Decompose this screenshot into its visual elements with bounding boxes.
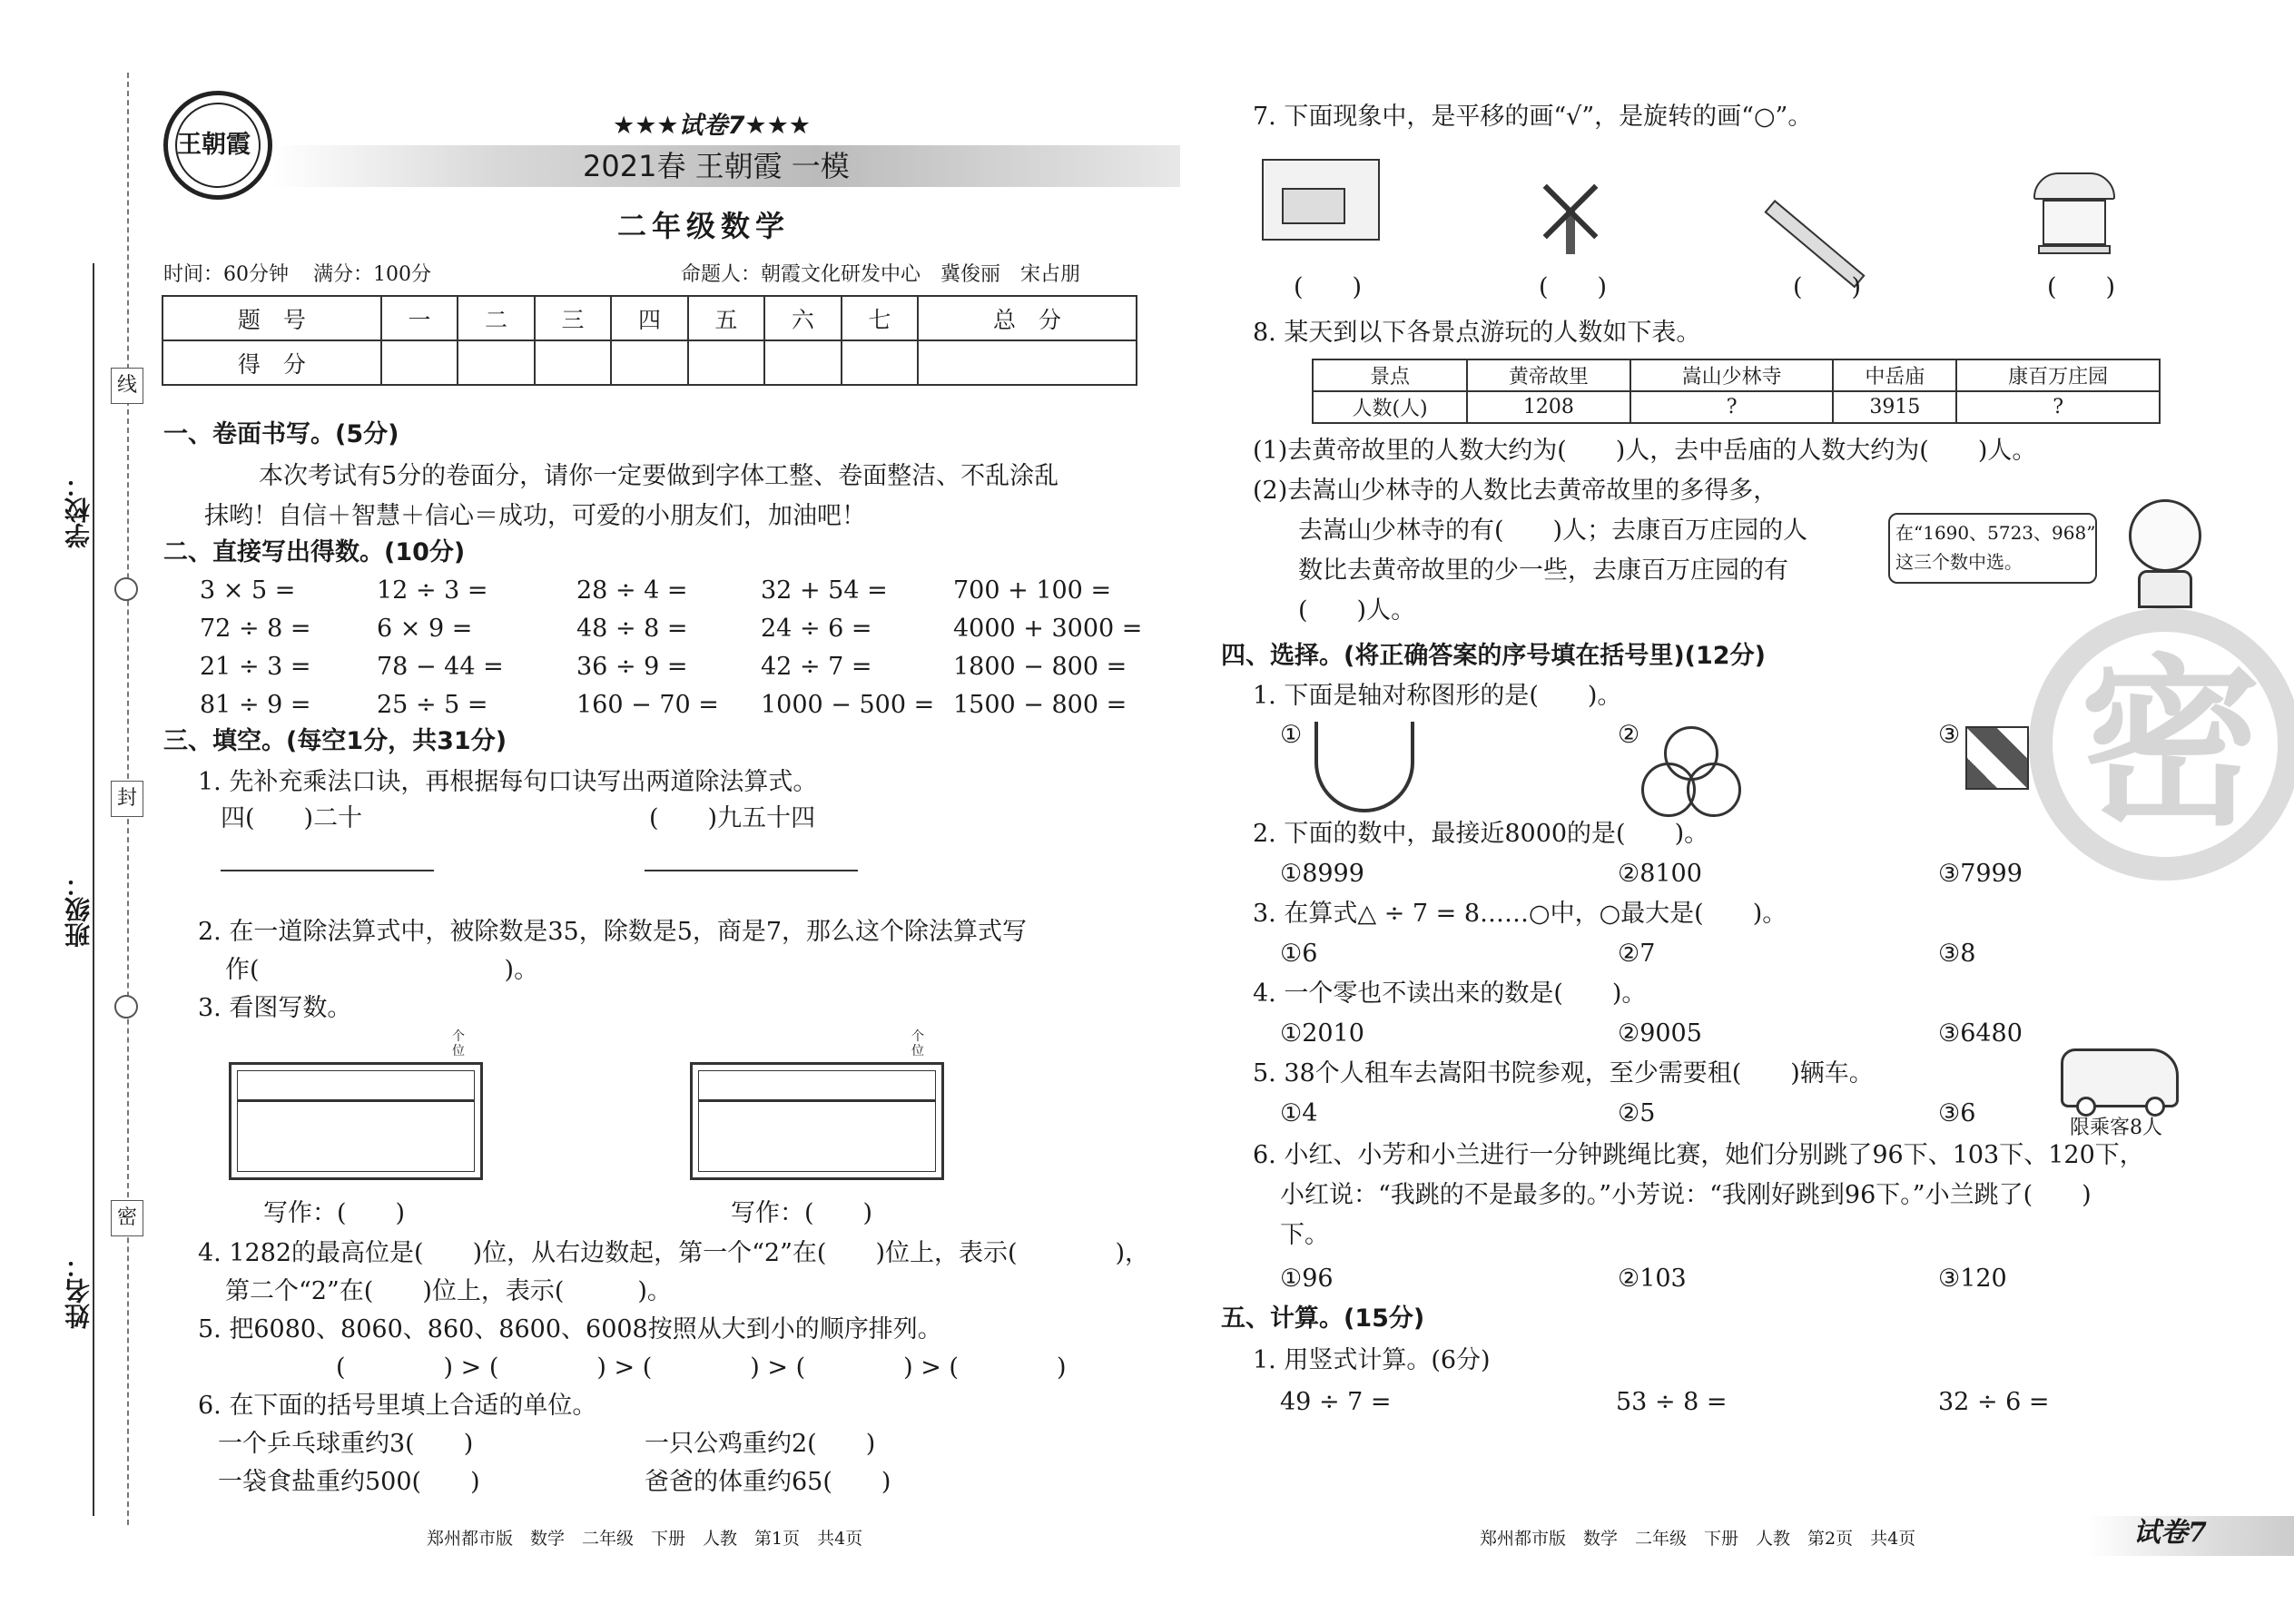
c5-opt1: ①4 — [1280, 1099, 1318, 1127]
seal-mark-seal: 封 — [111, 781, 143, 817]
footer-tag: 试卷7 — [2133, 1517, 2207, 1549]
boy-icon — [2115, 499, 2215, 608]
logo: 王朝霞 — [163, 91, 272, 200]
class-label: 班级： — [64, 871, 94, 948]
ones-place-label: 个 位 — [911, 1029, 924, 1058]
q7-answer[interactable]: ( ) — [1294, 273, 1363, 301]
c2-opt1: ①8999 — [1280, 860, 1364, 888]
ones-place-label: 个 位 — [452, 1029, 465, 1058]
school-field[interactable] — [91, 263, 93, 463]
c4: 4. 一个零也不读出来的数是( )。 — [1253, 979, 1647, 1008]
section-1-title: 一、卷面书写。(5分) — [163, 420, 399, 448]
c5-opt2: ②5 — [1618, 1099, 1656, 1127]
q7-answer[interactable]: ( ) — [1539, 273, 1608, 301]
car-note: 限乘客8人 — [2070, 1117, 2162, 1139]
authors: 命题人：朝霞文化研发中心 冀俊丽 宋占朋 — [681, 263, 1081, 286]
s1-line1: 本次考试有5分的卷面分，请你一定要做到字体工整、卷面整洁、不乱涂乱 — [259, 462, 1059, 490]
s3-q4a: 4. 1282的最高位是( )位，从右边数起，第一个“2”在( )位上，表示( )， — [198, 1239, 1150, 1267]
c3-opt1: ①6 — [1280, 940, 1318, 968]
s3-q5: 5. 把6080、8060、860、8600、6008按照从大到小的顺序排列。 — [198, 1315, 942, 1343]
van-icon — [2061, 1048, 2179, 1107]
k1: 1. 用竖式计算。(6分) — [1253, 1346, 1491, 1374]
s1-line2: 抹哟！自信＋智慧＋信心＝成功，可爱的小朋友们，加油吧！ — [204, 502, 866, 530]
section-4-title: 四、选择。(将正确答案的序号填在括号里)(12分) — [1221, 642, 1766, 670]
hint-bubble: 在“1690、5723、968” 这三个数中选。 — [1888, 513, 2097, 584]
c1-opt3: ③ — [1938, 721, 1961, 749]
c4-opt2: ②9005 — [1618, 1019, 1702, 1048]
q8-2d: ( )人。 — [1298, 596, 1416, 625]
subject-title: 二年级数学 — [617, 209, 791, 243]
trefoil-icon — [1641, 726, 1741, 817]
drawer-icon — [1262, 159, 1380, 241]
c6-opt3: ③120 — [1938, 1265, 2007, 1293]
k1-item1: 49 ÷ 7 = — [1280, 1388, 1392, 1416]
page-title: 2021春 王朝霞 一模 — [583, 149, 850, 183]
s3-q6c: 一袋食盐重约500( ) — [218, 1468, 480, 1496]
seal-mark-secret: 密 — [111, 1200, 143, 1236]
escalator-icon — [1775, 163, 1875, 245]
s3-q3b: 写作：( ) — [731, 1199, 873, 1227]
answer-line[interactable] — [221, 870, 434, 871]
table-row: 人数(人) 1208 ? 3915 ? — [1313, 391, 2160, 423]
paper-number: ★★★试卷7★★★ — [613, 112, 812, 140]
s3-q6a: 一个乒乓球重约3( ) — [218, 1430, 474, 1458]
q7-answer[interactable]: ( ) — [1793, 273, 1862, 301]
c2: 2. 下面的数中，最接近8000的是( )。 — [1253, 820, 1709, 848]
s3-q5b: ( ) > ( ) > ( ) > ( ) > ( ) — [336, 1353, 1067, 1382]
table-row: 题 号 一 二 三 四 五 六 七 总 分 — [162, 296, 1137, 340]
answer-line[interactable] — [645, 870, 858, 871]
s3-q1b: ( )九五十四 — [649, 804, 816, 832]
c5: 5. 38个人租车去嵩阳书院参观，至少需要租( )辆车。 — [1253, 1059, 1874, 1088]
s3-q3: 3. 看图写数。 — [198, 994, 352, 1022]
q8-2a: (2)去嵩山少林寺的人数比去黄帝故里的多得多， — [1253, 477, 1778, 505]
s3-q1: 1. 先补充乘法口诀，再根据每句口诀写出两道除法算式。 — [198, 768, 818, 796]
c6c: 下。 — [1280, 1221, 1329, 1249]
abacus-image — [690, 1062, 944, 1180]
pinwheel-icon — [1965, 726, 2029, 790]
c3-opt3: ③8 — [1938, 940, 1976, 968]
c2-opt2: ②8100 — [1618, 860, 1702, 888]
q7: 7. 下面现象中，是平移的画“√”，是旋转的画“○”。 — [1253, 103, 1813, 131]
k1-item3: 32 ÷ 6 = — [1938, 1388, 2050, 1416]
section-2-title: 二、直接写出得数。(10分) — [163, 538, 466, 566]
c2-opt3: ③7999 — [1938, 860, 2023, 888]
q8-2b: 去嵩山少林寺的有( )人；去康百万庄园的人 — [1298, 517, 1808, 545]
c5-opt3: ③6 — [1938, 1099, 1976, 1127]
c6a: 6. 小红、小芳和小兰进行一分钟跳绳比赛，她们分别跳了96下、103下、120下， — [1253, 1141, 2144, 1169]
windmill-icon — [1530, 172, 1611, 254]
c4-opt1: ①2010 — [1280, 1019, 1364, 1048]
c6-opt1: ①96 — [1280, 1265, 1334, 1293]
score-table — [162, 295, 1137, 386]
k1-item2: 53 ÷ 8 = — [1616, 1388, 1728, 1416]
s3-q1a: 四( )二十 — [221, 804, 363, 832]
u-arrow-icon — [1314, 722, 1414, 812]
c3: 3. 在算式△ ÷ 7 = 8……○中，○最大是( )。 — [1253, 900, 1787, 928]
q7-answer[interactable]: ( ) — [2047, 273, 2116, 301]
c1: 1. 下面是轴对称图形的是( )。 — [1253, 682, 1622, 710]
carousel-icon — [2033, 145, 2115, 259]
c4-opt3: ③6480 — [1938, 1019, 2023, 1048]
school-label: 学校： — [64, 472, 94, 548]
s3-q3a: 写作：( ) — [263, 1199, 406, 1227]
q8: 8. 某天到以下各景点游玩的人数如下表。 — [1253, 319, 1701, 347]
exam-time: 时间：60分钟 — [163, 263, 289, 286]
c1-opt2: ② — [1618, 721, 1640, 749]
section-3-title: 三、填空。(每空1分，共31分) — [163, 727, 507, 755]
s3-q2a: 2. 在一道除法算式中，被除数是35，除数是5，商是7，那么这个除法算式写 — [198, 918, 1028, 946]
q8-1: (1)去黄帝故里的人数大约为( )人，去中岳庙的人数大约为( )人。 — [1253, 437, 2037, 465]
section-5-title: 五、计算。(15分) — [1221, 1304, 1425, 1333]
c6-opt2: ②103 — [1618, 1265, 1687, 1293]
s3-q6: 6. 在下面的括号里填上合适的单位。 — [198, 1392, 597, 1420]
binding-hole-icon — [114, 577, 138, 601]
abacus-image — [229, 1062, 483, 1180]
c6b: 小红说：“我跳的不是最多的。”小芳说：“我刚好跳到96下。”小兰跳了( ) — [1280, 1181, 2092, 1209]
s3-q4b: 第二个“2”在( )位上，表示( )。 — [225, 1277, 672, 1305]
table-row: 得 分 — [162, 340, 1137, 385]
name-label: 姓名： — [64, 1253, 94, 1329]
s3-q6d: 爸爸的体重约65( ) — [645, 1468, 891, 1496]
s3-q6b: 一只公鸡重约2( ) — [645, 1430, 876, 1458]
table-row: 景点 黄帝故里 嵩山少林寺 中岳庙 康百万庄园 — [1313, 359, 2160, 391]
binding-hole-icon — [114, 995, 138, 1019]
s3-q2b: 作( )。 — [225, 956, 539, 984]
footer-left: 郑州都市版 数学 二年级 下册 人教 第1页 共4页 — [427, 1529, 863, 1549]
seal-mark-line: 线 — [111, 368, 143, 404]
c1-opt1: ① — [1280, 721, 1303, 749]
visitor-table — [1312, 359, 2161, 424]
c3-opt2: ②7 — [1618, 940, 1656, 968]
secret-stamp: 密 — [2029, 608, 2294, 881]
q8-2c: 数比去黄帝故里的少一些，去康百万庄园的有 — [1298, 556, 1788, 585]
full-score: 满分：100分 — [313, 263, 431, 286]
footer-right: 郑州都市版 数学 二年级 下册 人教 第2页 共4页 — [1480, 1529, 1916, 1549]
binding-margin — [0, 0, 145, 1624]
